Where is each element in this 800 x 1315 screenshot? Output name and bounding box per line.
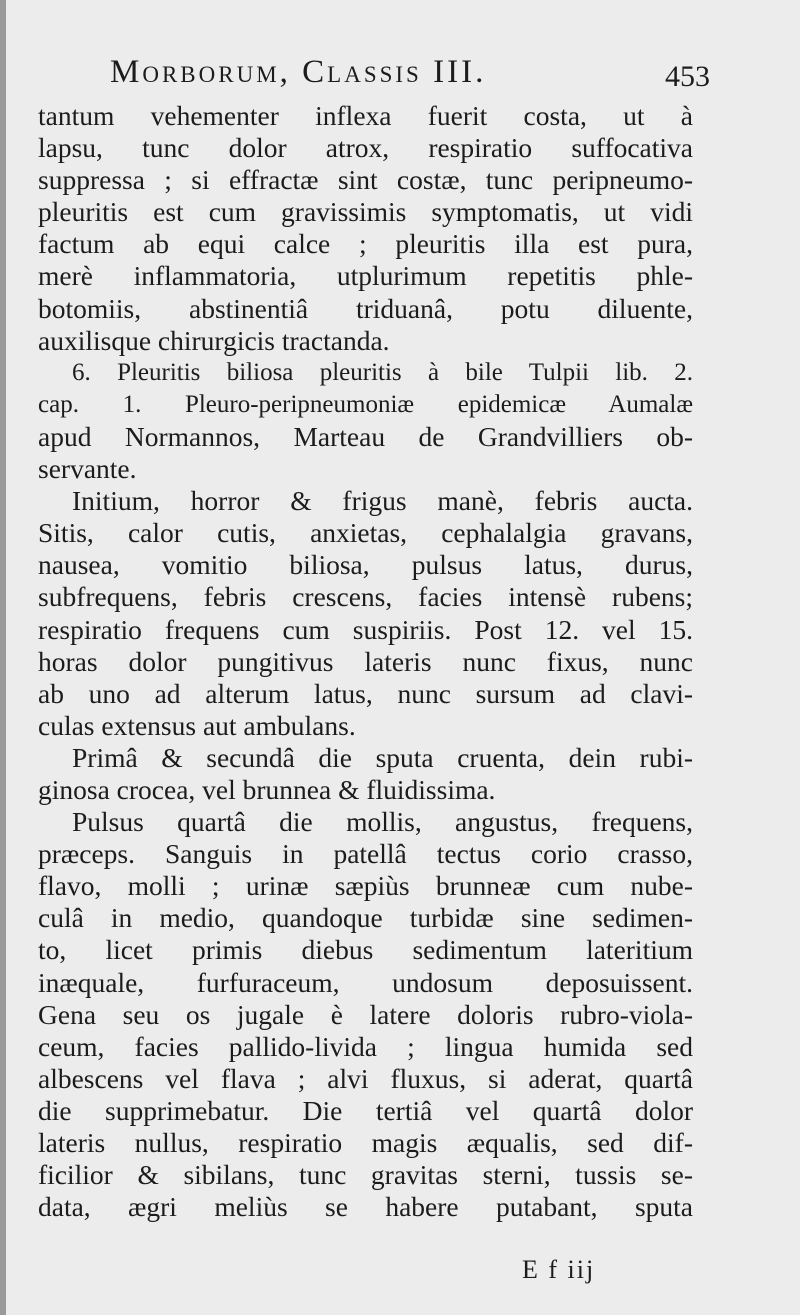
text-line: ceum, facies pallido-livida ; lingua humida sed <box>38 1030 693 1062</box>
text-line: to, licet primis diebus sedimentum lateritium <box>38 934 693 966</box>
running-head <box>110 54 710 98</box>
running-title: Morborum, Classis III. <box>110 54 487 90</box>
text-line: Primâ & secundâ die sputa cruenta, dein rubi- <box>72 741 693 773</box>
text-line: merè inflammatoria, utplurimum repetitis phle- <box>38 260 693 292</box>
text-line: ficilior & sibilans, tunc gravitas sterni, tussis se- <box>38 1159 693 1191</box>
text-line: inæquale, furfuraceum, undosum deposuissent. <box>38 966 693 998</box>
text-line: die supprimebatur. Die tertiâ vel quartâ dolor <box>38 1094 693 1126</box>
text-line: culâ in medio, quandoque turbidæ sine sedimen- <box>38 902 693 934</box>
text-line: lapsu, tunc dolor atrox, respiratio suffocativa <box>38 132 693 164</box>
text-line: Pulsus quartâ die mollis, angustus, frequens, <box>72 806 693 838</box>
page-edge-shadow <box>0 0 6 1315</box>
text-line: ab uno ad alterum latus, nunc sursum ad clavi- <box>38 677 693 709</box>
text-line: pleuritis est cum gravissimis symptomatis, ut vidi <box>38 196 693 228</box>
signature-mark: E f iij <box>522 1255 596 1284</box>
text-line: præceps. Sanguis in patellâ tectus corio crasso, <box>38 838 693 870</box>
text-line: flavo, molli ; urinæ sæpiùs brunneæ cum nube- <box>38 870 693 902</box>
text-line: respiratio frequens cum suspiriis. Post 12. vel 15. <box>38 613 693 645</box>
text-line: albescens vel flava ; alvi fluxus, si aderat, quartâ <box>38 1062 693 1094</box>
text-line: culas extensus aut ambulans. <box>38 709 356 741</box>
text-line: Sitis, calor cutis, anxietas, cephalalgia gravans, <box>38 517 693 549</box>
text-line: cap. 1. Pleuro-peripneumoniæ epidemicæ Aumalæ <box>38 390 693 418</box>
text-line: subfrequens, febris crescens, facies intensè rubens; <box>38 581 693 613</box>
text-line: tantum vehementer inflexa fuerit costa, ut à <box>38 100 693 131</box>
text-line: ginosa crocea, vel brunnea & fluidissima. <box>38 773 496 805</box>
text-line: 6. Pleuritis biliosa pleuritis à bile Tulpii lib. 2. <box>72 358 693 386</box>
page-number: 453 <box>665 60 710 93</box>
text-line: factum ab equi calce ; pleuritis illa est pura, <box>38 228 693 260</box>
text-line: nausea, vomitio biliosa, pulsus latus, durus, <box>38 549 693 581</box>
text-line: apud Normannos, Marteau de Grandvilliers ob- <box>38 420 693 452</box>
text-line: servante. <box>38 453 137 485</box>
text-line: Initium, horror & frigus manè, febris aucta. <box>72 485 693 517</box>
text-line: Gena seu os jugale è latere doloris rubro-viola- <box>38 998 693 1030</box>
body-text <box>38 100 693 1223</box>
text-line: suppressa ; si effractæ sint costæ, tunc peripneumo- <box>38 164 693 196</box>
text-line: auxilisque chirurgicis tractanda. <box>38 324 390 356</box>
text-line: botomiis, abstinentiâ triduanâ, potu diluente, <box>38 292 693 324</box>
text-line: horas dolor pungitivus lateris nunc fixus, nunc <box>38 645 693 677</box>
text-line: data, ægri meliùs se habere putabant, sputa <box>38 1191 693 1223</box>
text-line: lateris nullus, respiratio magis æqualis, sed dif- <box>38 1127 693 1158</box>
